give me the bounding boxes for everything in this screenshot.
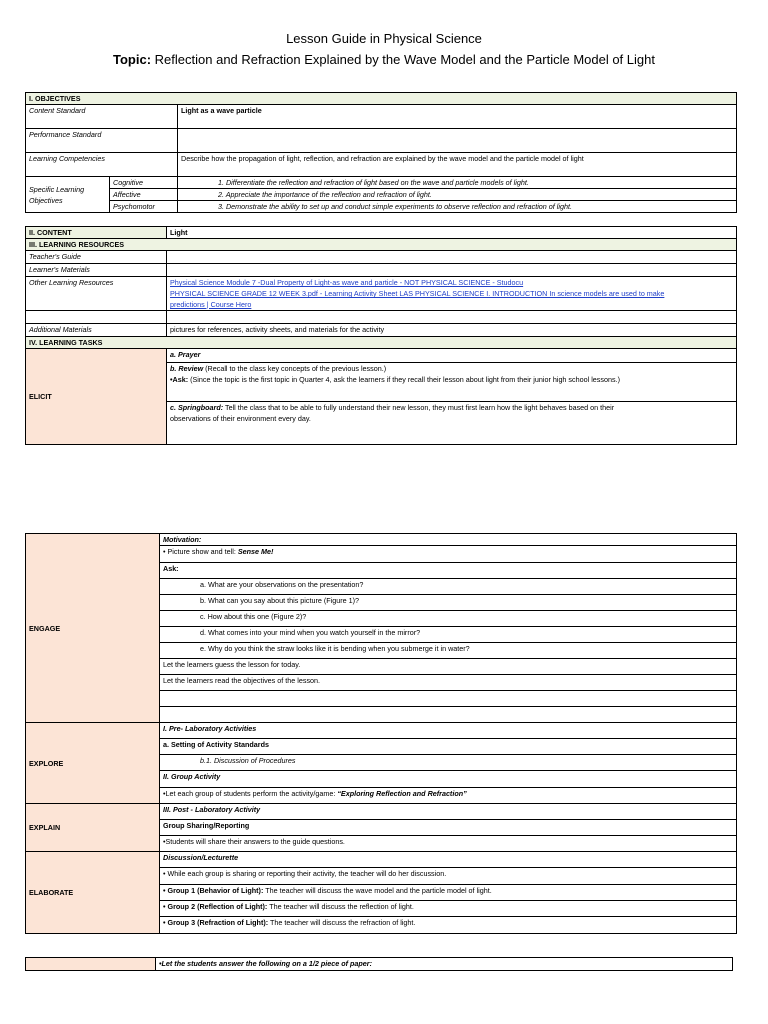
specific-objectives-label	[26, 177, 110, 213]
elaborate-group-2	[160, 901, 737, 917]
engage-question-c: c. How about this one (Figure 2)?	[160, 611, 737, 627]
additional-materials-label: Additional Materials	[26, 324, 167, 337]
domain-cognitive-text: 1. Differentiate the reflection and refraction of light based on the wave and particle models of light.	[178, 177, 737, 189]
ask-text: (Since the topic is the first topic in Quarter 4, ask the learners if they recall their lesson about light from their junior high school lessons.)	[188, 375, 620, 384]
springboard-text-1: Tell the class that to be able to fully understand their new lesson, they must first learn how the light behaves based on their	[223, 403, 615, 412]
specific-label-line-2: Objectives	[29, 195, 63, 205]
explain-label: EXPLAIN	[26, 804, 160, 852]
engage-question-e: e. Why do you think the straw looks like it is bending when you submerge it in water?	[160, 643, 737, 659]
engage-question-b: b. What can you say about this picture (Figure 1)?	[160, 595, 737, 611]
resource-link-coursehero-cont[interactable]: predictions | Course Hero	[170, 300, 252, 309]
content-standard-value: Light as a wave particle	[178, 105, 737, 129]
explore-group-activity: II. Group Activity	[160, 771, 737, 788]
resources-heading: III. LEARNING RESOURCES	[26, 239, 737, 251]
engage-ask: Ask:	[160, 563, 737, 579]
domain-cognitive-label: Cognitive	[110, 177, 178, 189]
explain-sharing: Group Sharing/Reporting	[160, 820, 737, 836]
review-text: (Recall to the class key concepts of the previous lesson.)	[203, 364, 387, 373]
evaluate-label	[26, 958, 156, 971]
explore-perform	[160, 788, 737, 804]
springboard-label: c. Springboard:	[170, 403, 224, 412]
picture-show-prefix: • Picture show and tell:	[163, 547, 238, 556]
content-heading: II. CONTENT	[26, 227, 167, 239]
objectives-heading: I. OBJECTIVES	[26, 93, 737, 105]
content-table	[25, 226, 737, 445]
teachers-guide-label: Teacher's Guide	[26, 251, 167, 264]
perform-title: “Exploring Reflection and Refraction”	[337, 789, 467, 798]
elaborate-discussion: Discussion/Lecturette	[160, 852, 737, 868]
topic-label: Topic:	[113, 52, 152, 67]
explore-procedures: b.1. Discussion of Procedures	[160, 755, 737, 771]
engage-empty-row-2	[160, 707, 737, 723]
engage-question-d: d. What comes into your mind when you watch yourself in the mirror?	[160, 627, 737, 643]
springboard-text-2: observations of their environment every day.	[170, 414, 311, 423]
engage-question-a: a. What are your observations on the presentation?	[160, 579, 737, 595]
group-1-label: • Group 1 (Behavior of Light):	[163, 886, 264, 895]
performance-standard-label: Performance Standard	[26, 129, 178, 153]
group-2-text: The teacher will discuss the reflection of light.	[267, 902, 414, 911]
elicit-label: ELICIT	[26, 349, 167, 445]
group-3-text: The teacher will discuss the refraction of light.	[268, 918, 416, 927]
teachers-guide-value	[167, 251, 737, 264]
learners-materials-label: Learner's Materials	[26, 264, 167, 277]
ask-label: •Ask:	[170, 375, 189, 384]
engage-picture-show	[160, 546, 737, 563]
explore-standards: a. Setting of Activity Standards	[160, 739, 737, 755]
resource-link-studocu[interactable]: Physical Science Module 7 -Dual Property of Light-as wave and particle - NOT PHYSICAL SCIENCE - Studocu	[170, 278, 524, 287]
resources-spacer-value	[167, 311, 737, 324]
engage-empty-row-1	[160, 691, 737, 707]
explore-label: EXPLORE	[26, 723, 160, 804]
engage-motivation: Motivation:	[160, 534, 737, 546]
topic-line	[0, 52, 768, 67]
learning-tasks-table	[25, 533, 737, 934]
learners-materials-value	[167, 264, 737, 277]
explore-pre-lab: I. Pre- Laboratory Activities	[160, 723, 737, 739]
picture-show-title: Sense Me!	[237, 547, 274, 556]
explain-share-answers: •Students will share their answers to the guide questions.	[160, 836, 737, 852]
explain-post-lab: III. Post - Laboratory Activity	[160, 804, 737, 820]
learning-competencies-value: Describe how the propagation of light, reflection, and refraction are explained by the wave model and the particle model of light	[178, 153, 737, 177]
evaluate-instruction: •Let the students answer the following on a 1/2 piece of paper:	[156, 958, 733, 971]
domain-affective-label: Affective	[110, 189, 178, 201]
elicit-prayer: a. Prayer	[167, 349, 737, 363]
resource-link-coursehero[interactable]: PHYSICAL SCIENCE GRADE 12 WEEK 3.pdf - Learning Activity Sheet LAS PHYSICAL SCIENCE I. INTRODUCTION In science models are used to make	[170, 289, 665, 298]
group-2-label: • Group 2 (Reflection of Light):	[163, 902, 268, 911]
document-title: Lesson Guide in Physical Science	[286, 31, 482, 46]
content-value: Light	[167, 227, 737, 239]
group-1-text: The teacher will discuss the wave model and the particle model of light.	[263, 886, 492, 895]
other-resources-links	[167, 277, 737, 311]
elicit-springboard	[167, 402, 737, 445]
learning-competencies-label: Learning Competencies	[26, 153, 178, 177]
engage-guess: Let the learners guess the lesson for today.	[160, 659, 737, 675]
objectives-table	[25, 92, 737, 213]
elaborate-label: ELABORATE	[26, 852, 160, 934]
domain-psychomotor-label: Psychomotor	[110, 201, 178, 213]
elaborate-while: • While each group is sharing or reporting their activity, the teacher will do her discussion.	[160, 868, 737, 885]
domain-affective-text: 2. Appreciate the importance of the reflection and refraction of light.	[178, 189, 737, 201]
evaluate-table	[25, 957, 733, 971]
elicit-review	[167, 363, 737, 402]
engage-label: ENGAGE	[26, 534, 160, 723]
group-3-label: • Group 3 (Refraction of Light):	[163, 918, 269, 927]
resources-spacer-label	[26, 311, 167, 324]
additional-materials-value: pictures for references, activity sheets, and materials for the activity	[167, 324, 737, 337]
review-label: b. Review	[170, 364, 204, 373]
domain-psychomotor-text: 3. Demonstrate the ability to set up and conduct simple experiments to observe reflection and refraction of light.	[178, 201, 737, 213]
elaborate-group-1	[160, 885, 737, 901]
engage-read-objectives: Let the learners read the objectives of the lesson.	[160, 675, 737, 691]
performance-standard-value	[178, 129, 737, 153]
content-standard-label: Content Standard	[26, 105, 178, 129]
specific-label-line-1: Specific Learning	[29, 184, 85, 194]
elaborate-group-3	[160, 917, 737, 934]
perform-prefix: •Let each group of students perform the activity/game:	[163, 789, 338, 798]
other-resources-label: Other Learning Resources	[26, 277, 167, 311]
topic-text: Reflection and Refraction Explained by the Wave Model and the Particle Model of Light	[154, 52, 655, 67]
tasks-heading: IV. LEARNING TASKS	[26, 337, 737, 349]
